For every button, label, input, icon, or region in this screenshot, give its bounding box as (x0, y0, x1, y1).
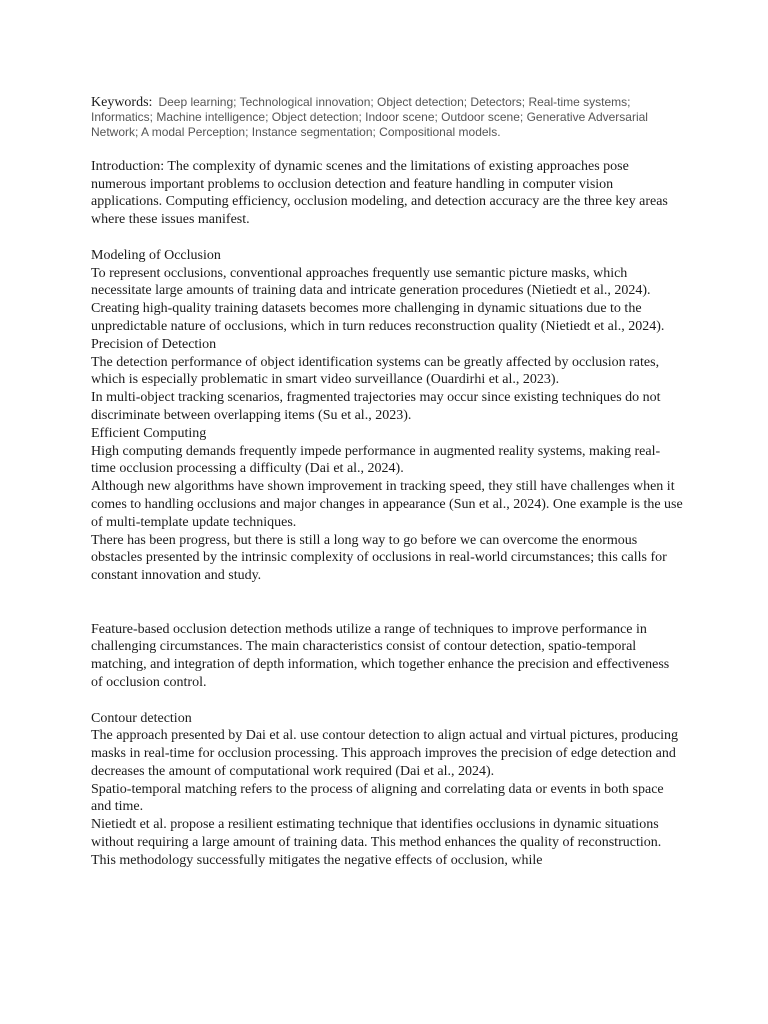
computing-paragraph-2: Although new algorithms have shown improvement in tracking speed, they still have challenges when it comes to handling occlusions and major changes in appearance (Sun et al., 2024). One example is the use of multi-template update techniques. (91, 479, 683, 530)
section-heading-contour: Contour detection (91, 710, 192, 726)
modeling-paragraph-2: Creating high-quality training datasets becomes more challenging in dynamic situations due to the unpredictable nature of occlusions, which in turn reduces reconstruction quality (Nietiedt et al., 2024). (91, 301, 665, 334)
spacer (91, 140, 683, 158)
keywords-line (91, 95, 683, 140)
section-heading-computing: Efficient Computing (91, 425, 207, 441)
section-heading-modeling: Modeling of Occlusion (91, 247, 221, 263)
introduction-paragraph: Introduction: The complexity of dynamic scenes and the limitations of existing approaches pose numerous important problems to occlusion detection and feature handling in computer vision applications. Computing efficiency, occlusion modeling, and detection accuracy are the three key areas where these issues manifest. (91, 158, 668, 228)
precision-paragraph-1: The detection performance of object identification systems can be greatly affected by occlusion rates, which is especially problematic in smart video surveillance (Ouardirhi et al., 2023). (91, 354, 660, 388)
section-heading-precision: Precision of Detection (91, 336, 217, 352)
feature-based-paragraph: Feature-based occlusion detection methods utilize a range of techniques to improve performance in challenging circumstances. The main characteristics consist of contour detection, spatio-temporal matching, and integration of depth information, which together enhance the precision and effectiveness of occlusion control. (91, 621, 670, 690)
contour-paragraph-1: The approach presented by Dai et al. use contour detection to align actual and virtual pictures, producing masks in real-time for occlusion processing. This approach improves the precision of edge detection and decreases the amount of computational work required (Dai et al., 2024). (91, 728, 679, 779)
contour-paragraph-3: Nietiedt et al. propose a resilient estimating technique that identifies occlusions in dynamic situations without requiring a large amount of training data. This method enhances the quality of reconstruction. This methodology successfully mitigates the negative effects of occlusion, while (91, 817, 662, 868)
spacer (91, 585, 683, 621)
computing-paragraph-3: There has been progress, but there is still a long way to go before we can overcome the enormous obstacles presented by the intrinsic complexity of occlusions in real-world circumstances; this calls for constant innovation and study. (91, 532, 667, 584)
spacer (91, 692, 683, 710)
contour-paragraph-2: Spatio-temporal matching refers to the process of aligning and correlating data or events in both space and time. (91, 781, 664, 815)
keywords-text: Deep learning; Technological innovation; Object detection; Detectors; Real-time systems; Informatics; Machine intelligence; Object detection; Indoor scene; Outdoor scene; Generative Adversarial Network; A modal Perception; Instance segmentation; Compositional models. (91, 95, 648, 139)
precision-paragraph-2: In multi-object tracking scenarios, fragmented trajectories may occur since existing techniques do not discriminate between overlapping items (Su et al., 2023). (91, 390, 661, 423)
document-page (91, 95, 683, 870)
keywords-label: Keywords: (91, 95, 153, 110)
modeling-paragraph-1: To represent occlusions, conventional approaches frequently use semantic picture masks, which necessitate large amounts of training data and intricate generation procedures (Nietiedt et al., 2024). (91, 265, 651, 299)
spacer (91, 229, 683, 247)
computing-paragraph-1: High computing demands frequently impede performance in augmented reality systems, making real-time occlusion processing a difficulty (Dai et al., 2024). (91, 443, 661, 477)
